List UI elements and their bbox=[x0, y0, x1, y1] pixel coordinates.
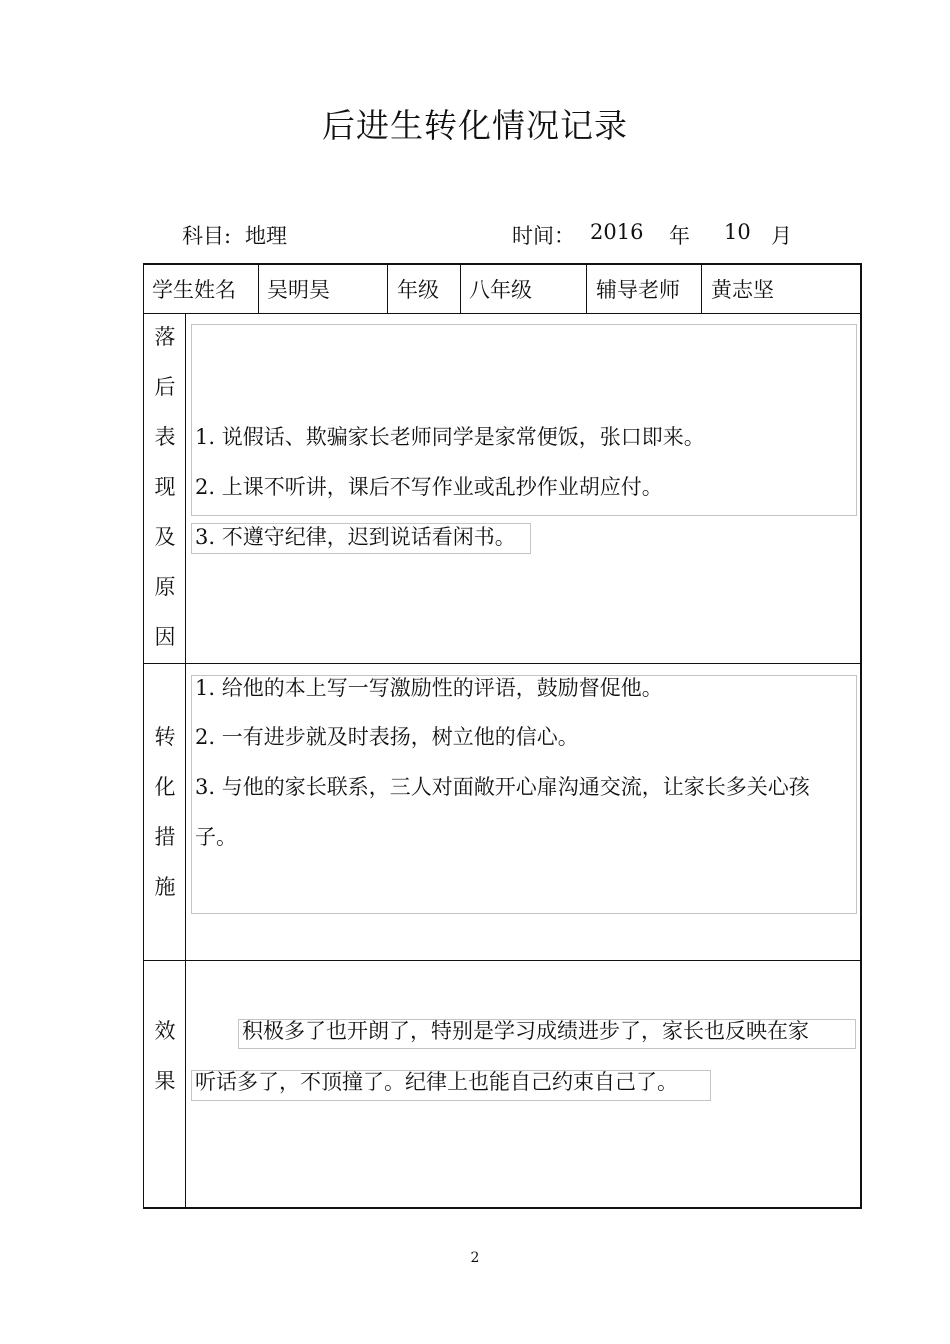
label-char: 原 bbox=[154, 575, 176, 599]
subject-value: 地理 bbox=[245, 224, 287, 248]
measures-line-1: 1. 给他的本上写一写激励性的评语，鼓励督促他。 bbox=[195, 676, 663, 700]
label-char: 转 bbox=[154, 725, 176, 749]
table-col-divider bbox=[460, 263, 461, 314]
performance-line-1: 1. 说假话、欺骗家长老师同学是家常便饭，张口即来。 bbox=[195, 425, 705, 449]
student-name-label: 学生姓名 bbox=[152, 278, 236, 302]
year-unit: 年 bbox=[669, 224, 690, 248]
table-col-divider bbox=[701, 263, 702, 314]
measures-label bbox=[144, 712, 186, 912]
effect-line-2: 听话多了，不顶撞了。纪律上也能自己约束自己了。 bbox=[195, 1070, 678, 1094]
measures-line-2: 2. 一有进步就及时表扬，树立他的信心。 bbox=[195, 725, 579, 749]
table-col-divider bbox=[586, 263, 587, 314]
grade-value: 八年级 bbox=[469, 278, 532, 302]
label-char: 果 bbox=[154, 1069, 176, 1093]
table-border-bottom bbox=[143, 1207, 862, 1209]
label-char: 及 bbox=[154, 525, 176, 549]
label-char: 施 bbox=[154, 875, 176, 899]
effect-line-1: 积极多了也开朗了，特别是学习成绩进步了，家长也反映在家 bbox=[242, 1019, 809, 1043]
table-rule bbox=[143, 663, 862, 664]
performance-line-2: 2. 上课不听讲，课后不写作业或乱抄作业胡应付。 bbox=[195, 475, 663, 499]
month-unit: 月 bbox=[771, 224, 792, 248]
year-value: 2016 bbox=[590, 220, 644, 244]
subject-label: 科目: bbox=[182, 224, 232, 248]
label-char: 落 bbox=[154, 325, 176, 349]
performance-label bbox=[144, 312, 186, 662]
table-rule bbox=[143, 960, 862, 961]
teacher-value: 黄志坚 bbox=[711, 278, 774, 302]
label-char: 因 bbox=[154, 625, 176, 649]
student-name-value: 吴明昊 bbox=[267, 278, 330, 302]
teacher-label: 辅导老师 bbox=[596, 278, 680, 302]
label-char: 化 bbox=[154, 775, 176, 799]
label-char: 效 bbox=[154, 1019, 176, 1043]
page-number: 2 bbox=[470, 1250, 480, 1266]
page-title: 后进生转化情况记录 bbox=[322, 106, 628, 145]
measures-line-3: 3. 与他的家长联系，三人对面敞开心扉沟通交流，让家长多关心孩 bbox=[195, 775, 810, 799]
time-label: 时间： bbox=[512, 224, 575, 248]
label-char: 措 bbox=[154, 825, 176, 849]
table-border-right bbox=[860, 263, 862, 1209]
measures-line-4: 子。 bbox=[195, 825, 237, 849]
effect-label bbox=[144, 1006, 186, 1106]
label-char: 后 bbox=[154, 375, 176, 399]
performance-line-3: 3. 不遵守纪律，迟到说话看闲书。 bbox=[195, 525, 516, 549]
label-char: 表 bbox=[154, 425, 176, 449]
month-value: 10 bbox=[724, 220, 751, 244]
table-col-divider bbox=[387, 263, 388, 314]
table-rule bbox=[143, 313, 862, 314]
label-char: 现 bbox=[154, 475, 176, 499]
table-border-top bbox=[143, 263, 862, 265]
grade-label: 年级 bbox=[397, 278, 439, 302]
table-col-divider bbox=[258, 263, 259, 314]
